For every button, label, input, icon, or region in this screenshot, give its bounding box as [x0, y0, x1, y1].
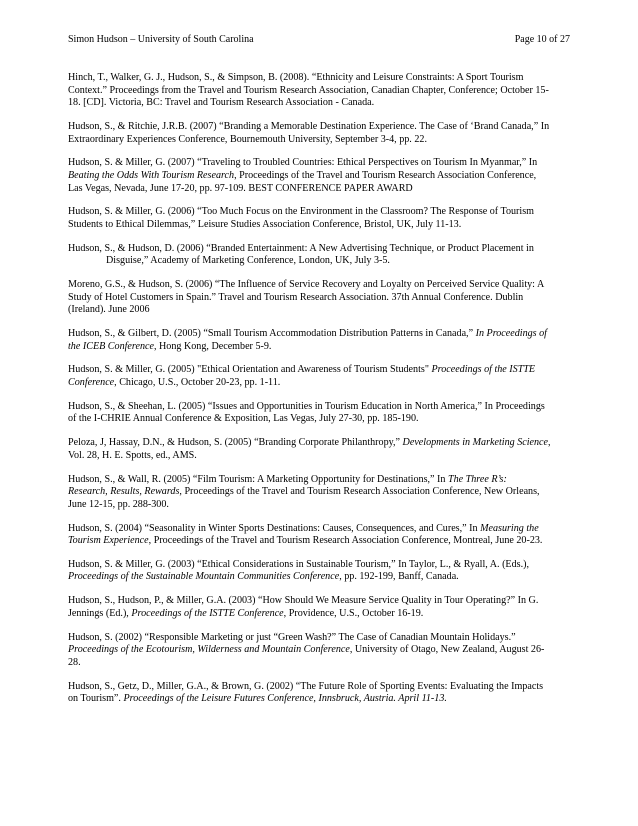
reference-line: [68, 328, 572, 341]
reference-text: Hudson, S., Hudson, P., & Miller, G.A. (2003) “How Should We Measure Service Quality in Tour Operating?” In G.: [68, 595, 539, 607]
italic-text: Developments in Marketing Science: [402, 437, 549, 449]
reference-entry: [68, 206, 572, 231]
reference-text: , pp. 192-199, Banff, Canada.: [339, 571, 459, 583]
reference-text: Hudson, S. & Miller, G. (2007) “Traveling to Troubled Countries: Ethical Perspectives on Tourism In Myanmar,” In: [68, 157, 538, 169]
reference-text: , Chicago, U.S., October 20-23, pp. 1-11.: [114, 377, 281, 388]
reference-line: [68, 401, 572, 414]
reference-line: [68, 304, 572, 317]
italic-text: Proceedings of the ISTTE Conference: [131, 607, 284, 619]
reference-line: [68, 255, 572, 268]
reference-list: [68, 72, 572, 717]
reference-line: [68, 681, 572, 694]
reference-line: [68, 571, 572, 584]
italic-text: Proceedings of the Leisure Futures Conference, Innsbruck, Austria. April 11-13.: [123, 693, 447, 705]
reference-text: Hudson, S., Getz, D., Miller, G.A., & Brown, G. (2002) “The Future Role of Sporting Events: Evaluating the Impacts: [68, 680, 544, 692]
reference-entry: [68, 474, 572, 512]
reference-line: [68, 595, 572, 608]
reference-line: [68, 72, 572, 85]
reference-line: [68, 121, 572, 134]
italic-text: Beating the Odds With Tourism Research: [68, 169, 235, 181]
italic-text: Research, Results, Rewards: [68, 486, 180, 498]
reference-text: Hudson, S., & Sheehan, L. (2005) “Issues and Opportunities in Tourism Education in North America,” In Proceedings: [68, 400, 545, 412]
reference-text: , Hong Kong, December 5-9.: [153, 340, 272, 352]
reference-line: [68, 364, 572, 377]
reference-text: on Tourism”.: [68, 693, 124, 705]
italic-text: Tourism Experience: [68, 535, 149, 547]
reference-entry: [68, 437, 572, 462]
reference-text: Study of Hotel Customers in Spain.” Travel and Tourism Research Association. 37th Annual Conference. Dublin: [68, 291, 524, 303]
reference-line: [68, 377, 572, 390]
reference-entry: [68, 364, 572, 389]
reference-line: [68, 559, 572, 572]
reference-text: of the I-CHRIE Annual Conference & Exposition, Las Vegas, July 27-30, pp. 185-190.: [68, 413, 419, 425]
reference-line: [68, 535, 572, 548]
reference-entry: [68, 523, 572, 548]
reference-text: Hudson, S. & Miller, G. (2003) “Ethical Considerations in Sustainable Tourism,” In Taylor, L., & Ryall, A. (Eds.),: [68, 558, 529, 570]
reference-text: , Providence, U.S., October 16-19.: [283, 607, 424, 619]
reference-line: [68, 219, 572, 232]
reference-text: Hudson, S. & Miller, G. (2005) "Ethical Orientation and Awareness of Tourism Students": [68, 364, 432, 376]
reference-line: [68, 450, 572, 463]
italic-text: The Three R’s:: [447, 473, 507, 485]
reference-text: , Proceedings of the Travel and Tourism Research Association Conference, Montreal, June 20-23.: [148, 535, 543, 547]
reference-text: Vol. 28, H. E. Spotts, ed., AMS.: [68, 449, 197, 461]
reference-text: Hudson, S. & Miller, G. (2006) “Too Much Focus on the Environment in the Classroom? The Response of Tourism: [68, 206, 535, 218]
reference-entry: [68, 328, 572, 353]
reference-text: 28.: [68, 656, 81, 668]
reference-text: June 12-15, pp. 288-300.: [68, 498, 169, 510]
reference-line: [68, 632, 572, 645]
reference-entry: [68, 72, 572, 110]
reference-text: Moreno, G.S., & Hudson, S. (2006) “The Influence of Service Recovery and Loyalty on Perceived Service Quality: A: [68, 279, 545, 291]
reference-text: Hudson, S., & Gilbert, D. (2005) “Small Tourism Accommodation Distribution Patterns in Canada,”: [68, 328, 476, 340]
reference-entry: [68, 121, 572, 146]
reference-line: [68, 608, 572, 621]
reference-line: [68, 183, 572, 196]
reference-line: [68, 97, 572, 110]
reference-text: Las Vegas, Nevada, June 17-20, pp. 97-109. BEST CONFERENCE PAPER AWARD: [68, 182, 413, 194]
reference-text: Students to Ethical Dilemmas,” Leisure Studies Association Conference, Bristol, UK, July 11-13.: [68, 218, 462, 230]
reference-line: [68, 413, 572, 426]
reference-text: Extraordinary Experiences Conference, Bournemouth University, September 3-4, pp. 22.: [68, 133, 427, 145]
reference-line: [68, 279, 572, 292]
reference-line: [68, 644, 572, 657]
reference-entry: [68, 559, 572, 584]
reference-text: ,: [548, 437, 551, 449]
reference-line: [68, 499, 572, 512]
reference-entry: [68, 279, 572, 317]
reference-entry: [68, 157, 572, 195]
reference-line: [68, 243, 572, 256]
reference-text: Context.” Proceedings from the Travel and Tourism Research Association, Canadian Chapter, Conference; October 15-: [68, 84, 549, 96]
reference-entry: [68, 595, 572, 620]
reference-line: [68, 523, 572, 536]
reference-entry: [68, 401, 572, 426]
reference-entry: [68, 681, 572, 706]
reference-line: [68, 341, 572, 354]
reference-text: Hudson, S. (2002) “Responsible Marketing or just “Green Wash?” The Case of Canadian Mountain Holidays.”: [68, 631, 516, 643]
reference-text: Hudson, S. (2004) “Seasonality in Winter Sports Destinations: Causes, Consequences, and Cures,” In: [68, 522, 481, 534]
reference-entry: [68, 632, 572, 670]
reference-text: Disguise,” Academy of Marketing Conference, London, UK, July 3-5.: [106, 255, 390, 267]
italic-text: In Proceedings of: [475, 328, 547, 340]
reference-line: [68, 134, 572, 147]
reference-line: [68, 486, 572, 499]
reference-entry: [68, 243, 572, 268]
reference-text: Peloza, J, Hassay, D.N., & Hudson, S. (2005) “Branding Corporate Philanthropy,”: [68, 437, 403, 449]
reference-text: Hudson, S., & Hudson, D. (2006) “Branded Entertainment: A New Advertising Technique, or Product Placement in: [68, 242, 534, 254]
reference-line: [68, 693, 572, 706]
reference-line: [68, 157, 572, 170]
reference-text: Hudson, S., & Ritchie, J.R.B. (2007) “Branding a Memorable Destination Experience. The Case of ‘Brand Canada,” In: [68, 120, 550, 132]
italic-text: Proceedings of the ISTTE: [431, 364, 536, 376]
reference-text: Hudson, S., & Wall, R. (2005) “Film Tourism: A Marketing Opportunity for Destinations,” In: [68, 473, 448, 485]
reference-line: [68, 474, 572, 487]
reference-line: [68, 292, 572, 305]
page-header: [68, 34, 570, 46]
reference-line: [68, 85, 572, 98]
reference-line: [68, 437, 572, 450]
reference-text: , Proceedings of the Travel and Tourism Research Association Conference, New Orleans,: [179, 486, 540, 498]
reference-text: 18. [CD]. Victoria, BC: Travel and Tourism Research Association - Canada.: [68, 97, 375, 109]
italic-text: the ICEB Conference: [68, 340, 154, 352]
reference-line: [68, 206, 572, 219]
reference-text: Hinch, T., Walker, G. J., Hudson, S., & Simpson, B. (2008). “Ethnicity and Leisure Constraints: A Sport Tourism: [68, 72, 524, 83]
italic-text: Proceedings of the Ecotourism, Wilderness and Mountain Conference: [68, 644, 350, 656]
header-author: Simon Hudson – University of South Carolina: [68, 34, 254, 45]
italic-text: Conference: [68, 377, 115, 388]
reference-text: , University of Otago, New Zealand, August 26-: [349, 644, 545, 656]
reference-line: [68, 170, 572, 183]
italic-text: Proceedings of the Sustainable Mountain Communities Conference: [68, 571, 340, 583]
italic-text: Measuring the: [480, 522, 539, 534]
reference-line: [68, 657, 572, 670]
reference-text: , Proceedings of the Travel and Tourism Research Association Conference,: [234, 169, 537, 181]
page-number: Page 10 of 27: [514, 34, 570, 45]
reference-text: Jennings (Ed.),: [68, 607, 132, 619]
reference-text: (Ireland). June 2006: [68, 304, 150, 316]
